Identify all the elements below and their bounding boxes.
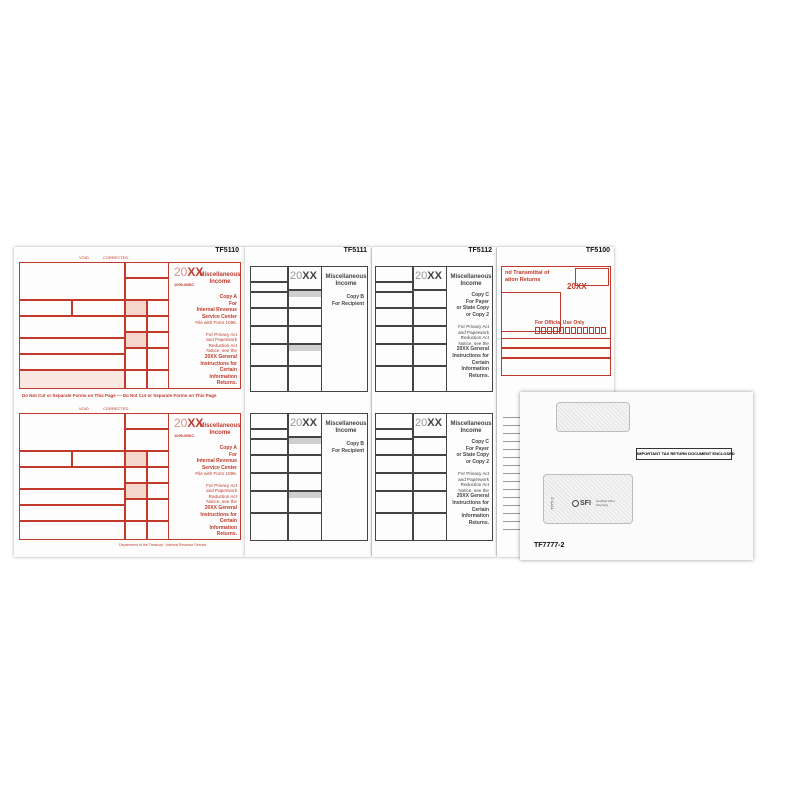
cut-warning: Do Not Cut or Separate Forms on This Page — Do Not Cut or Separate Forms on This Page [22, 393, 217, 398]
copy-c-block: Copy C For Payer or State Copy or Copy 2 For Privacy Act and Paperwork Reduction Act Notice, see the 20XX General Instructions for Certain Information Returns. [452, 292, 489, 379]
corrected-label: CORRECTED [103, 255, 129, 260]
form-1096-year: 20XX [567, 282, 587, 291]
envelope-notice: IMPORTANT TAX RETURN DOCUMENT ENCLOSED [636, 448, 732, 460]
form-1096-title: nd Transmittal of ation Returns [505, 270, 550, 283]
form-1099-lower: VOID CORRECTED 20XX 1099-MISC Miscellaneous Income Copy A For Internal Revenue Service Center File with Form 1096. For Privacy Act and Paperwork Reduction Act Notice, see the 20XX General Instructions for Certain Information Returns. Department of the Treasury - Internal Revenue Service [19, 409, 241, 549]
copy-b-block: Copy B For Recipient [332, 294, 364, 307]
form-year: 20XX [174, 265, 204, 279]
envelope-window-bottom [543, 474, 633, 524]
sheet-tf5110 [14, 247, 245, 557]
envelope [520, 392, 753, 560]
form-name: 1099-MISC [174, 282, 195, 287]
envelope-number: 7777-2 [549, 497, 555, 510]
copy-a-block: Copy A For Internal Revenue Service Center File with Form 1096. For Privacy Act and Paperwork Reduction Act Notice, see the 20XX General Instructions for Certain Information Returns. [195, 294, 237, 387]
sheet-code: TF5110 [215, 247, 239, 254]
form-1099-copy-c-upper: 20XX Miscellaneous Income Copy C For Payer or State Copy or Copy 2 For Privacy Act and Paperwork Reduction Act Notice, see the 20XX General Instructions for Certain Information Returns. [375, 262, 493, 400]
sheet-code: TF5100 [585, 247, 610, 254]
form-1099-upper [19, 255, 241, 398]
sfi-subtitle: Certified Fiber Sourcing [596, 499, 615, 507]
form-1096 [501, 262, 611, 382]
form-1099-copy-b-lower: 20XX Miscellaneous Income Copy B For Recipient [250, 409, 368, 549]
void-label: VOID [79, 255, 89, 260]
envelope-code: TF7777-2 [534, 542, 565, 549]
sheet-tf5112 [372, 247, 496, 557]
form-title: Miscellaneous Income [199, 272, 241, 285]
form-1099-copy-b-upper: 20XX Miscellaneous Income Copy B For Recipient [250, 262, 368, 400]
sheet-code: TF5112 [468, 247, 492, 254]
sfi-brand: SFI [580, 500, 591, 507]
envelope-window-top [556, 402, 630, 432]
form-title: Miscellaneous Income [325, 274, 367, 287]
dept-line: Department of the Treasury - Internal Revenue Service [119, 543, 207, 547]
official-use-label: For Official Use Only [535, 320, 585, 326]
sheet-code: TF5111 [343, 247, 367, 254]
form-1099-copy-c-lower: 20XX Miscellaneous Income Copy C For Payer or State Copy or Copy 2 For Privacy Act and Paperwork Reduction Act Notice, see the 20XX General Instructions for Certain Information Returns. [375, 409, 493, 549]
sfi-logo-icon [572, 500, 579, 507]
sheet-tf5111 [245, 247, 371, 557]
